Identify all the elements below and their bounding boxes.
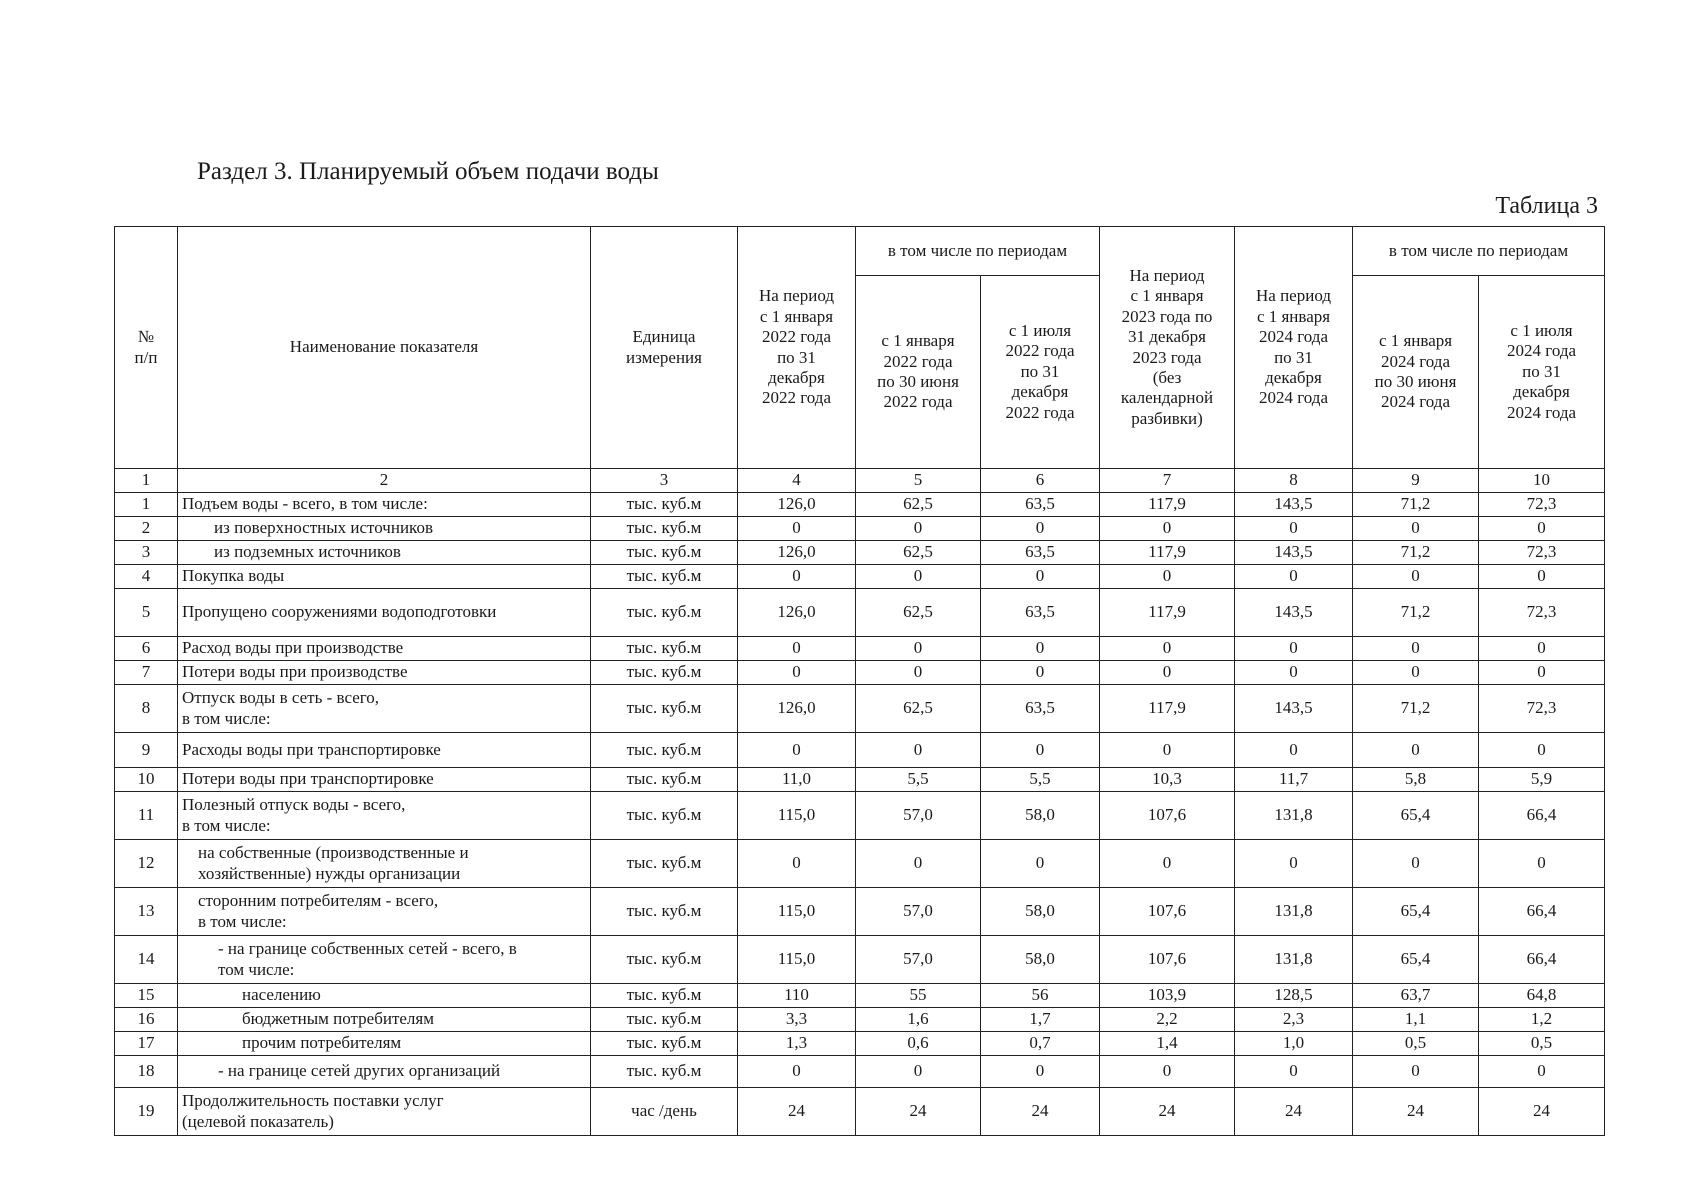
row-number: 11	[115, 792, 178, 840]
header-no-text: № п/п	[134, 327, 158, 367]
value-cell: 107,6	[1100, 792, 1235, 840]
value-cell: 56	[981, 984, 1100, 1008]
value-cell: 131,8	[1235, 792, 1353, 840]
indicator-name: - на границе собственных сетей - всего, в том числе:	[178, 936, 591, 984]
row-number: 10	[115, 768, 178, 792]
unit: тыс. куб.м	[591, 1008, 738, 1032]
indicator-name: Потери воды при производстве	[178, 661, 591, 685]
unit: тыс. куб.м	[591, 984, 738, 1008]
table-row	[115, 541, 1605, 565]
value-cell: 0	[1100, 637, 1235, 661]
row-number: 1	[115, 493, 178, 517]
value-cell: 65,4	[1353, 792, 1479, 840]
unit: тыс. куб.м	[591, 517, 738, 541]
value-cell: 63,7	[1353, 984, 1479, 1008]
value-cell: 143,5	[1235, 493, 1353, 517]
table-label: Таблица 3	[1495, 193, 1598, 219]
header-total-2022	[738, 227, 856, 469]
value-cell: 0	[738, 517, 856, 541]
unit: тыс. куб.м	[591, 661, 738, 685]
value-cell: 0	[1235, 565, 1353, 589]
unit: час /день	[591, 1088, 738, 1136]
header-h1-2022	[856, 276, 981, 469]
indicator-name: - на границе сетей других организаций	[178, 1056, 591, 1088]
indicator-name: Покупка воды	[178, 565, 591, 589]
indicator-name: Расходы воды при транспортировке	[178, 733, 591, 768]
table-row	[115, 792, 1605, 840]
header-h2-2022-text: с 1 июля 2022 года по 31 декабря 2022 года	[1005, 321, 1075, 422]
value-cell: 143,5	[1235, 685, 1353, 733]
value-cell: 10,3	[1100, 768, 1235, 792]
value-cell: 128,5	[1235, 984, 1353, 1008]
row-number: 5	[115, 589, 178, 637]
value-cell: 0	[1100, 1056, 1235, 1088]
indicator-name: бюджетным потребителям	[178, 1008, 591, 1032]
value-cell: 0	[1353, 637, 1479, 661]
table-row	[115, 517, 1605, 541]
value-cell: 0	[856, 565, 981, 589]
row-number: 17	[115, 1032, 178, 1056]
column-number: 2	[178, 469, 591, 493]
table-row	[115, 840, 1605, 888]
value-cell: 0	[738, 661, 856, 685]
value-cell: 57,0	[856, 936, 981, 984]
value-cell: 0	[981, 565, 1100, 589]
value-cell: 0	[981, 840, 1100, 888]
value-cell: 11,0	[738, 768, 856, 792]
value-cell: 117,9	[1100, 541, 1235, 565]
row-number: 3	[115, 541, 178, 565]
value-cell: 117,9	[1100, 589, 1235, 637]
value-cell: 0	[738, 637, 856, 661]
value-cell: 66,4	[1479, 792, 1605, 840]
value-cell: 0	[1100, 840, 1235, 888]
value-cell: 57,0	[856, 888, 981, 936]
indicator-name: Потери воды при транспортировке	[178, 768, 591, 792]
value-cell: 5,5	[856, 768, 981, 792]
indicator-name: Подъем воды - всего, в том числе:	[178, 493, 591, 517]
header-h1-2024	[1353, 276, 1479, 469]
column-numbers-row	[115, 469, 1605, 493]
table-row	[115, 637, 1605, 661]
value-cell: 126,0	[738, 589, 856, 637]
value-cell: 0	[1235, 517, 1353, 541]
value-cell: 0	[1100, 733, 1235, 768]
table-row	[115, 589, 1605, 637]
table-row	[115, 1088, 1605, 1136]
table-row	[115, 493, 1605, 517]
value-cell: 55	[856, 984, 981, 1008]
header-no	[115, 227, 178, 469]
value-cell: 0	[981, 517, 1100, 541]
value-cell: 107,6	[1100, 888, 1235, 936]
unit: тыс. куб.м	[591, 685, 738, 733]
value-cell: 0	[981, 733, 1100, 768]
column-number: 3	[591, 469, 738, 493]
value-cell: 115,0	[738, 792, 856, 840]
value-cell: 0	[1479, 733, 1605, 768]
row-number: 2	[115, 517, 178, 541]
unit: тыс. куб.м	[591, 1056, 738, 1088]
value-cell: 66,4	[1479, 936, 1605, 984]
value-cell: 0	[1479, 661, 1605, 685]
table-row	[115, 984, 1605, 1008]
value-cell: 0	[856, 1056, 981, 1088]
unit: тыс. куб.м	[591, 888, 738, 936]
value-cell: 0	[1235, 1056, 1353, 1088]
table-row	[115, 1032, 1605, 1056]
value-cell: 1,1	[1353, 1008, 1479, 1032]
unit: тыс. куб.м	[591, 493, 738, 517]
value-cell: 62,5	[856, 493, 981, 517]
row-number: 9	[115, 733, 178, 768]
column-number: 6	[981, 469, 1100, 493]
indicator-name: прочим потребителям	[178, 1032, 591, 1056]
value-cell: 72,3	[1479, 685, 1605, 733]
value-cell: 0	[1353, 1056, 1479, 1088]
value-cell: 71,2	[1353, 541, 1479, 565]
table-row	[115, 936, 1605, 984]
header-name-text: Наименование показателя	[289, 337, 479, 357]
value-cell: 58,0	[981, 792, 1100, 840]
value-cell: 0	[981, 1056, 1100, 1088]
indicator-name: населению	[178, 984, 591, 1008]
value-cell: 63,5	[981, 541, 1100, 565]
value-cell: 24	[1353, 1088, 1479, 1136]
header-total-2024	[1235, 227, 1353, 469]
value-cell: 1,0	[1235, 1032, 1353, 1056]
value-cell: 24	[856, 1088, 981, 1136]
value-cell: 62,5	[856, 685, 981, 733]
value-cell: 11,7	[1235, 768, 1353, 792]
unit: тыс. куб.м	[591, 1032, 738, 1056]
value-cell: 5,8	[1353, 768, 1479, 792]
value-cell: 65,4	[1353, 936, 1479, 984]
value-cell: 1,6	[856, 1008, 981, 1032]
value-cell: 2,3	[1235, 1008, 1353, 1032]
unit: тыс. куб.м	[591, 565, 738, 589]
row-number: 4	[115, 565, 178, 589]
value-cell: 0	[1353, 840, 1479, 888]
value-cell: 0	[1100, 661, 1235, 685]
value-cell: 115,0	[738, 888, 856, 936]
unit: тыс. куб.м	[591, 541, 738, 565]
value-cell: 0	[1235, 840, 1353, 888]
column-number: 5	[856, 469, 981, 493]
table-row	[115, 1056, 1605, 1088]
value-cell: 0	[738, 565, 856, 589]
value-cell: 0	[1353, 661, 1479, 685]
column-number: 1	[115, 469, 178, 493]
value-cell: 0,6	[856, 1032, 981, 1056]
unit: тыс. куб.м	[591, 637, 738, 661]
value-cell: 143,5	[1235, 589, 1353, 637]
value-cell: 0	[1479, 565, 1605, 589]
table-row	[115, 1008, 1605, 1032]
value-cell: 0	[981, 661, 1100, 685]
value-cell: 131,8	[1235, 888, 1353, 936]
unit: тыс. куб.м	[591, 589, 738, 637]
header-group-2024	[1353, 227, 1605, 276]
value-cell: 110	[738, 984, 856, 1008]
value-cell: 24	[1235, 1088, 1353, 1136]
table-row	[115, 768, 1605, 792]
column-number: 4	[738, 469, 856, 493]
value-cell: 1,2	[1479, 1008, 1605, 1032]
value-cell: 117,9	[1100, 493, 1235, 517]
row-number: 18	[115, 1056, 178, 1088]
header-h1-2024-text: с 1 января 2024 года по 30 июня 2024 года	[1374, 331, 1457, 412]
value-cell: 71,2	[1353, 493, 1479, 517]
indicator-name: из подземных источников	[178, 541, 591, 565]
indicator-name: Пропущено сооружениями водоподготовки	[178, 589, 591, 637]
value-cell: 0	[856, 733, 981, 768]
value-cell: 0	[856, 637, 981, 661]
water-supply-table	[114, 226, 1605, 1136]
header-h1-2022-text: с 1 января 2022 года по 30 июня 2022 года	[877, 331, 959, 412]
value-cell: 0	[856, 517, 981, 541]
row-number: 6	[115, 637, 178, 661]
value-cell: 126,0	[738, 685, 856, 733]
unit: тыс. куб.м	[591, 936, 738, 984]
row-number: 15	[115, 984, 178, 1008]
indicator-name: Расход воды при производстве	[178, 637, 591, 661]
header-unit	[591, 227, 738, 469]
value-cell: 66,4	[1479, 888, 1605, 936]
row-number: 8	[115, 685, 178, 733]
value-cell: 65,4	[1353, 888, 1479, 936]
table-row	[115, 733, 1605, 768]
value-cell: 63,5	[981, 589, 1100, 637]
value-cell: 5,5	[981, 768, 1100, 792]
value-cell: 0	[1353, 517, 1479, 541]
value-cell: 0,5	[1353, 1032, 1479, 1056]
column-number: 8	[1235, 469, 1353, 493]
header-group-2024-text: в том числе по периодам	[1388, 240, 1569, 260]
row-number: 14	[115, 936, 178, 984]
value-cell: 58,0	[981, 936, 1100, 984]
value-cell: 3,3	[738, 1008, 856, 1032]
value-cell: 58,0	[981, 888, 1100, 936]
header-total-2024-text: На период с 1 января 2024 года по 31 декабря 2024 года	[1256, 286, 1331, 408]
value-cell: 0	[1235, 637, 1353, 661]
value-cell: 0	[1100, 565, 1235, 589]
value-cell: 63,5	[981, 493, 1100, 517]
unit: тыс. куб.м	[591, 792, 738, 840]
row-number: 7	[115, 661, 178, 685]
table-row	[115, 888, 1605, 936]
header-unit-text: Единица измерения	[626, 327, 702, 367]
value-cell: 0	[1479, 1056, 1605, 1088]
value-cell: 64,8	[1479, 984, 1605, 1008]
value-cell: 57,0	[856, 792, 981, 840]
value-cell: 0	[1353, 565, 1479, 589]
value-cell: 103,9	[1100, 984, 1235, 1008]
value-cell: 0	[981, 637, 1100, 661]
value-cell: 24	[1479, 1088, 1605, 1136]
value-cell: 117,9	[1100, 685, 1235, 733]
value-cell: 24	[738, 1088, 856, 1136]
value-cell: 0,5	[1479, 1032, 1605, 1056]
indicator-name: из поверхностных источников	[178, 517, 591, 541]
value-cell: 131,8	[1235, 936, 1353, 984]
value-cell: 62,5	[856, 541, 981, 565]
row-number: 13	[115, 888, 178, 936]
unit: тыс. куб.м	[591, 733, 738, 768]
value-cell: 143,5	[1235, 541, 1353, 565]
value-cell: 0	[1235, 733, 1353, 768]
header-name	[178, 227, 591, 469]
value-cell: 126,0	[738, 493, 856, 517]
value-cell: 0	[1479, 517, 1605, 541]
value-cell: 71,2	[1353, 589, 1479, 637]
header-total-2023-text: На период с 1 января 2023 года по 31 декабря 2023 года (без календарной разбивки)	[1120, 265, 1214, 428]
value-cell: 71,2	[1353, 685, 1479, 733]
indicator-name: сторонним потребителям - всего, в том числе:	[178, 888, 591, 936]
table-row	[115, 685, 1605, 733]
value-cell: 72,3	[1479, 589, 1605, 637]
value-cell: 0	[1235, 661, 1353, 685]
value-cell: 115,0	[738, 936, 856, 984]
value-cell: 0	[738, 840, 856, 888]
value-cell: 24	[1100, 1088, 1235, 1136]
indicator-name: на собственные (производственные и хозяйственные) нужды организации	[178, 840, 591, 888]
value-cell: 63,5	[981, 685, 1100, 733]
header-h2-2024	[1479, 276, 1605, 469]
header-group-2022	[856, 227, 1100, 276]
header-h2-2024-text: с 1 июля 2024 года по 31 декабря 2024 года	[1507, 321, 1577, 422]
value-cell: 1,7	[981, 1008, 1100, 1032]
header-total-2023	[1100, 227, 1235, 469]
unit: тыс. куб.м	[591, 840, 738, 888]
value-cell: 2,2	[1100, 1008, 1235, 1032]
row-number: 19	[115, 1088, 178, 1136]
indicator-name: Продолжительность поставки услуг (целевой показатель)	[178, 1088, 591, 1136]
value-cell: 5,9	[1479, 768, 1605, 792]
row-number: 16	[115, 1008, 178, 1032]
column-number: 10	[1479, 469, 1605, 493]
value-cell: 1,3	[738, 1032, 856, 1056]
row-number: 12	[115, 840, 178, 888]
indicator-name: Отпуск воды в сеть - всего, в том числе:	[178, 685, 591, 733]
header-total-2022-text: На период с 1 января 2022 года по 31 декабря 2022 года	[759, 286, 834, 408]
value-cell: 0	[738, 1056, 856, 1088]
value-cell: 0	[1479, 637, 1605, 661]
value-cell: 72,3	[1479, 493, 1605, 517]
table-row	[115, 565, 1605, 589]
value-cell: 24	[981, 1088, 1100, 1136]
header-h2-2022	[981, 276, 1100, 469]
unit: тыс. куб.м	[591, 768, 738, 792]
value-cell: 1,4	[1100, 1032, 1235, 1056]
value-cell: 0	[1479, 840, 1605, 888]
column-number: 9	[1353, 469, 1479, 493]
column-number: 7	[1100, 469, 1235, 493]
value-cell: 107,6	[1100, 936, 1235, 984]
table-body	[115, 493, 1605, 1136]
section-title: Раздел 3. Планируемый объем подачи воды	[197, 158, 659, 185]
indicator-name: Полезный отпуск воды - всего, в том числе:	[178, 792, 591, 840]
value-cell: 62,5	[856, 589, 981, 637]
value-cell: 0,7	[981, 1032, 1100, 1056]
value-cell: 126,0	[738, 541, 856, 565]
value-cell: 0	[1100, 517, 1235, 541]
value-cell: 0	[1353, 733, 1479, 768]
value-cell: 0	[856, 840, 981, 888]
table-row	[115, 661, 1605, 685]
value-cell: 0	[738, 733, 856, 768]
header-group-2022-text: в том числе по периодам	[887, 240, 1068, 260]
value-cell: 72,3	[1479, 541, 1605, 565]
value-cell: 0	[856, 661, 981, 685]
